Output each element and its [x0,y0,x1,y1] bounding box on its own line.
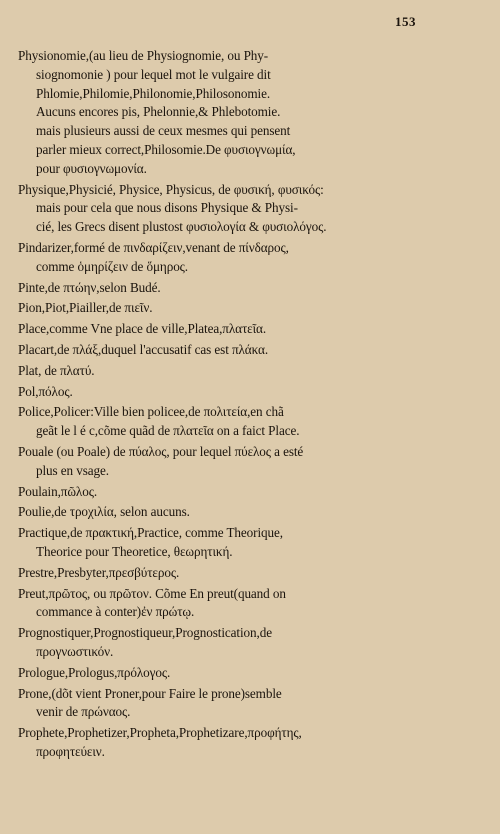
text-line: Poulain,πῶλος. [18,483,98,499]
text-line: parler mieux correct,Philosomie.De φυσιογνωμία, [36,141,296,157]
text-line: commance à conter)ἐν πρώτῳ. [36,604,195,620]
text-line: Placart,de πλάξ,duquel l'accusatif cas est πλάκα. [18,341,269,357]
text-line: siognomonie ) pour lequel mot le vulgaire dit [36,66,271,82]
text-line: Physique,Physicié, Physice, Physicus, de φυσική, φυσικός: [18,181,324,197]
text-block [18,47,404,762]
text-line: Theorice pour Theoretice, θεωρητική. [36,543,233,559]
text-line: Pindarizer,formé de πινδαρίζειν,venant de πίνδαρος, [18,239,289,255]
text-line: geãt le l é c,cõme quãd de πλατεῖα on a faict Place. [36,423,300,439]
text-line: Prestre,Presbyter,πρεσβύτερος. [18,564,180,580]
text-line: Place,comme Vne place de ville,Platea,πλατεῖα. [18,321,267,337]
text-line: Physionomie,(au lieu de Physiognomie, ou Phy- [18,48,269,63]
text-line: Aucuns encores pis, Phelonnie,& Phlebotomie. [36,104,281,120]
text-line: pour φυσιογνωμονία. [36,160,147,176]
text-line: προγνωστικόν. [36,643,114,659]
text-line: comme ὁμηρίζειν de ὅμηρος. [36,258,189,274]
text-line: προφητεύειν. [36,743,105,759]
text-line: plus en vsage. [36,462,109,478]
text-line: mais plusieurs aussi de ceux mesmes qui pensent [36,123,291,139]
text-line: Poulie,de τροχιλία, selon aucuns. [18,504,190,520]
text-line: cié, les Grecs disent plustost φυσιολογία & φυσιολόγος. [36,219,327,235]
page-number: 153 [395,14,416,29]
text-line: Pouale (ou Poale) de πύαλος, pour lequel πύελος a esté [18,443,304,459]
text-line: Practique,de πρακτική,Practice, comme Theorique, [18,525,283,541]
text-line: Prognostiquer,Prognostiqueur,Prognostication,de [18,625,272,641]
text-line: Police,Policer:Ville bien policee,de πολιτεία,en chã [18,404,284,420]
text-line: Pion,Piot,Piailler,de πιεῖν. [18,300,153,316]
text-line: Preut,πρῶτος, ou πρῶτον. Cõme En preut(quand on [18,585,286,601]
text-line: Pol,πόλος. [18,383,73,399]
text-line: Phlomie,Philomie,Philonomie,Philosonomie. [36,85,271,101]
text-line: Prologue,Prologus,πρόλογος. [18,664,171,680]
text-line: venir de πρώναος. [36,704,131,720]
text-line: Prone,(dõt vient Proner,pour Faire le prone)semble [18,685,282,701]
text-line: Plat, de πλατύ. [18,362,95,378]
text-line: Pinte,de πτώην,selon Budé. [18,279,161,295]
text-line: mais pour cela que nous disons Physique & Physi- [36,200,298,216]
text-line: Prophete,Prophetizer,Propheta,Prophetizare,προφήτης, [18,725,302,741]
